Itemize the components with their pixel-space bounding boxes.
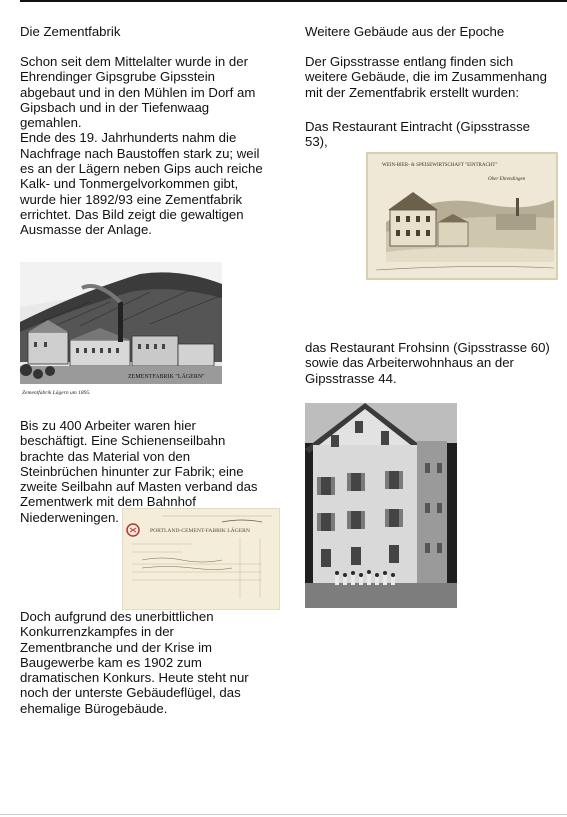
- factory-sign: ZEMENTFABRIK "LÄGERN": [128, 374, 205, 380]
- bottom-rule: [0, 814, 567, 815]
- cement-factory-image: [20, 262, 222, 397]
- postcard-sublabel: Ober Ehrendingen: [488, 177, 526, 182]
- right-paragraph-2: Das Restaurant Eintracht (Gipsstrasse 53),: [305, 119, 531, 150]
- left-paragraph-3: Doch aufgrund des unerbittlichen Konkurrenzkampfes in der Zementbranche und der Krise im Baugewerbe kam es 1902 zum dramatischen Konkurs. Heute steht nur noch der unterste Gebäudeflügel, das ehemalige Bürogebäude.: [20, 609, 249, 716]
- right-paragraph-1: Der Gipsstrasse entlang finden sich weitere Gebäude, die im Zusammenhang mit der Zementfabrik erstellt wurden:: [305, 54, 547, 100]
- invoice-header: PORTLAND-CEMENT-FABRIK LÄGERN: [150, 528, 250, 534]
- frohsinn-photo: [305, 403, 457, 608]
- right-paragraph-3: das Restaurant Frohsinn (Gipsstrasse 60) sowie das Arbeiterwohnhaus an der Gipsstrasse 44.: [305, 340, 550, 386]
- left-paragraph-1: Schon seit dem Mittelalter wurde in der Ehrendinger Gipsgrube Gipsstein abgebaut und in den Mühlen im Dorf am Gipsbach und in der Tiefenwaag gemahlen. Ende des 19. Jahrhunderts nahm die Nachfrage nach Baustoffen stark zu; weil es an der Lägern neben Gips auch reiche Kalk- und Tonmergelvorkommen gibt, wurde hier 1892/93 eine Zementfabrik errichtet. Das Bild zeigt die gewaltigen Ausmasse der Anlage.: [20, 54, 263, 238]
- factory-caption: Zementfabrik Lägern um 1895.: [22, 390, 91, 396]
- restaurant-eintracht-postcard: [366, 152, 558, 280]
- top-rule: [20, 0, 567, 2]
- left-heading: Die Zementfabrik: [20, 24, 121, 39]
- left-paragraph-2: Bis zu 400 Arbeiter waren hier beschäftigt. Eine Schienenseilbahn brachte das Material von den Steinbrüchen hinunter zur Fabrik; eine zweite Seilbahn auf Masten verband das Zementwerk mit dem Bahnhof Niederweningen.: [20, 418, 258, 525]
- right-heading: Weitere Gebäude aus der Epoche: [305, 24, 505, 39]
- postcard-header: WEIN-BIER- & SPEISEWIRTSCHAFT "EINTRACHT": [382, 163, 498, 168]
